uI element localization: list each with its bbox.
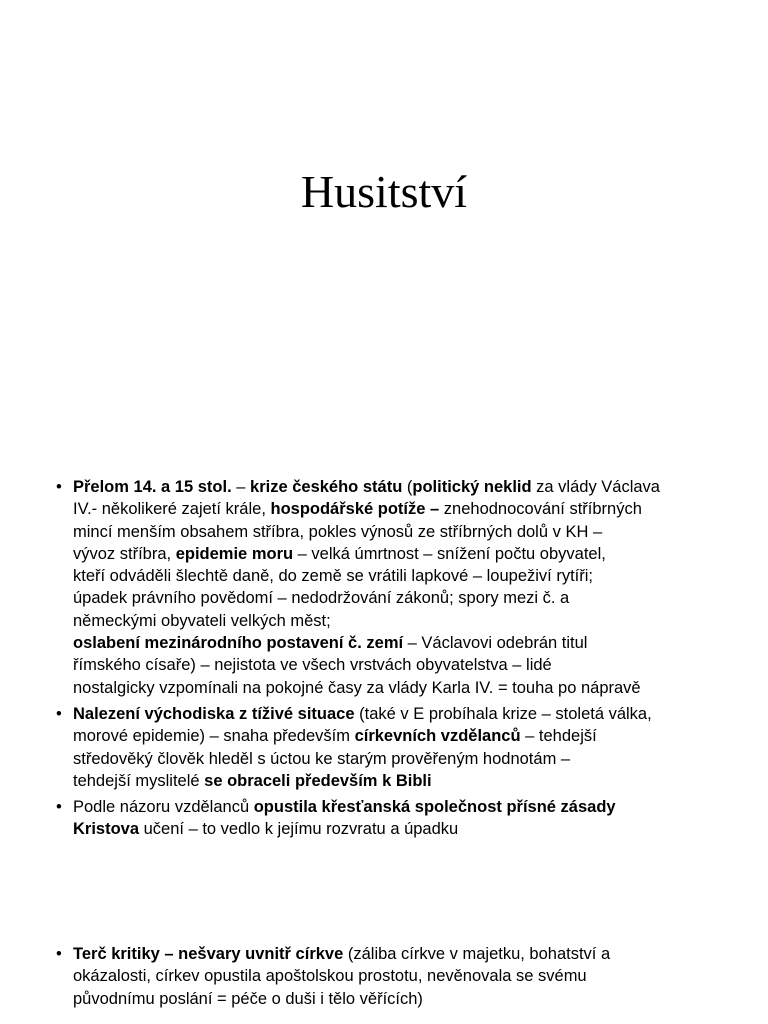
slide-title: Husitství (300, 166, 468, 217)
body-text: kteří odváděli šlechtě daně, do země se vrátili lapkové – loupeživí rytíři; (73, 567, 594, 586)
bold-text: církevních vzdělanců (354, 727, 521, 746)
body-text: za vlády Václava (531, 478, 660, 496)
bold-text: oslabení mezinárodního postavení č. zemí (73, 634, 404, 653)
text-line (73, 988, 728, 1010)
bold-text: epidemie moru (175, 544, 294, 563)
body-text: německými obyvateli velkých měst; (73, 611, 331, 630)
body-text: IV.- několikeré zajetí krále, (73, 500, 271, 519)
bullet-marker: • (56, 798, 62, 817)
text-line (73, 796, 728, 818)
bullet-item-4 (56, 943, 728, 1010)
body-text: – (231, 478, 251, 496)
text-line (73, 677, 728, 699)
text-line (73, 703, 728, 725)
text-line (73, 476, 728, 498)
body-text: morové epidemie) – snaha především (73, 727, 355, 746)
text-line (73, 748, 728, 770)
body-text: Podle názoru vzdělanců (73, 798, 254, 817)
body-text: okázalosti, církev opustila apoštolskou prostotu, nevěnovala se svému (73, 967, 587, 986)
bold-text: hospodářské potíže – (270, 500, 440, 519)
text-line (73, 565, 728, 587)
bullet-item-1 (56, 476, 728, 699)
text-line (73, 610, 728, 632)
bullet-list (56, 476, 728, 845)
bullet-marker: • (56, 704, 62, 723)
text-line (73, 498, 728, 520)
body-text: – velká úmrtnost – snížení počtu obyvatel, (293, 544, 606, 563)
body-text: – tehdejší (520, 727, 597, 746)
body-text: (také v E probíhala krize – stoletá válka, (354, 704, 652, 723)
text-line (73, 818, 728, 840)
bold-text: se obraceli především k Bibli (204, 771, 432, 790)
text-line (73, 521, 728, 543)
body-text: – Václavovi odebrán titul (403, 634, 588, 653)
text-line (73, 632, 728, 654)
text-line (73, 770, 728, 792)
bold-text: Kristova (73, 820, 140, 839)
text-line (73, 654, 728, 676)
text-line (73, 725, 728, 747)
body-text: (záliba církve v majetku, bohatství a (343, 945, 611, 963)
body-text: římského císaře) – nejistota ve všech vrstvách obyvatelstva – lidé (73, 656, 552, 675)
body-text: učení – to vedlo k jejímu rozvratu a úpadku (139, 820, 459, 839)
text-line (73, 587, 728, 609)
body-text: vývoz stříbra, (73, 544, 176, 563)
body-text: původnímu poslání = péče o duši i tělo věřících) (73, 989, 423, 1008)
body-text: tehdejší myslitelé (73, 771, 205, 790)
bullet-item-2 (56, 703, 728, 792)
bullet-marker: • (56, 945, 62, 963)
body-text: ( (402, 478, 413, 496)
bold-text: krize českého státu (250, 478, 403, 496)
body-text: středověký člověk hleděl s úctou ke starým prověřeným hodnotám – (73, 749, 571, 768)
text-line (73, 965, 728, 987)
bold-text: Přelom 14. a 15 stol. (73, 478, 232, 496)
bold-text: politický neklid (412, 478, 532, 496)
bullet-list-lower (56, 943, 728, 1014)
body-text: úpadek právního povědomí – nedodržování zákonů; spory mezi č. a (73, 589, 570, 608)
body-text: znehodnocování stříbrných (439, 500, 642, 519)
bold-text: Terč kritiky – nešvary uvnitř církve (73, 945, 344, 963)
bold-text: Nalezení východiska z tíživé situace (73, 704, 355, 723)
bullet-item-3 (56, 796, 728, 841)
bold-text: opustila křesťanská společnost přísné zásady (253, 798, 616, 817)
body-text: nostalgicky vzpomínali na pokojné časy za vlády Karla IV. = touha po nápravě (73, 678, 641, 697)
body-text: mincí menším obsahem stříbra, pokles výnosů ze stříbrných dolů v KH – (73, 522, 603, 541)
text-line (73, 543, 728, 565)
text-line (73, 943, 728, 965)
bullet-marker: • (56, 478, 62, 496)
